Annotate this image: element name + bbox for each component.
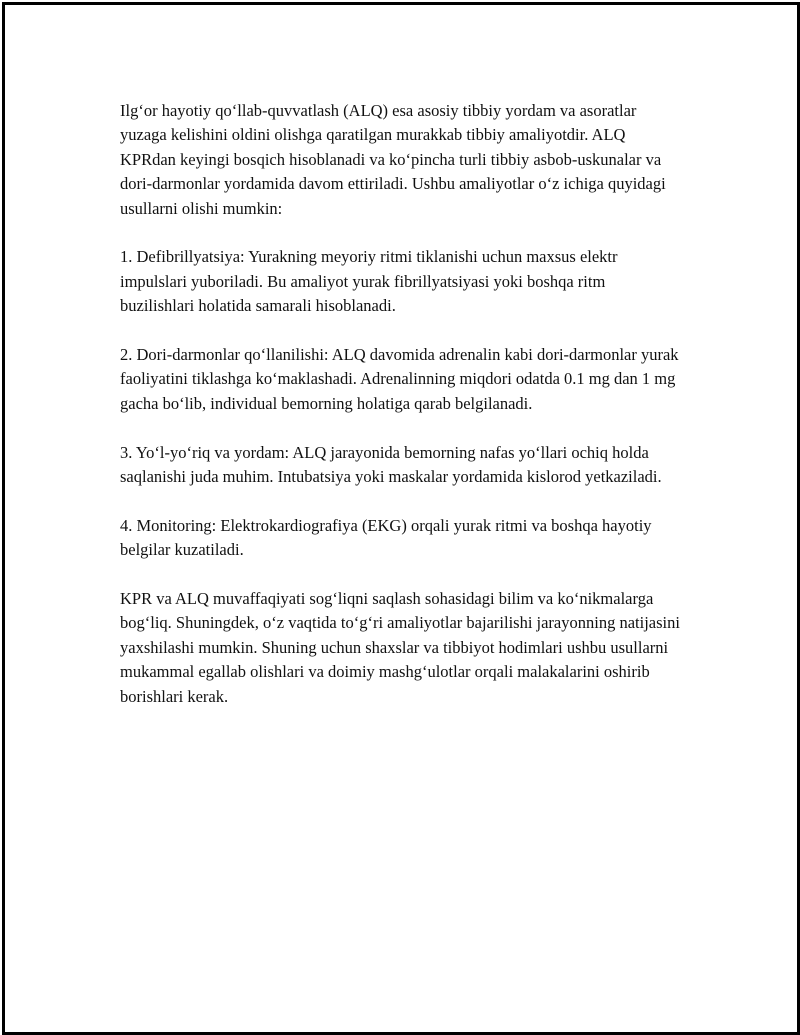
page-frame — [2, 2, 800, 1035]
list-item-monitoring: 4. Monitoring: Elektrokardiografiya (EKG) orqali yurak ritmi va boshqa hayotiy belgilar kuzatiladi. — [120, 515, 652, 560]
document-body — [120, 99, 680, 733]
list-item-airway: 3. Yo‘l-yo‘riq va yordam: ALQ jarayonida bemorning nafas yo‘llari ochiq holda saqlanishi juda muhim. Intubatsiya yoki maskalar yordamida kislorod yetkaziladi. — [120, 442, 662, 487]
list-item-defibrillation: 1. Defibrillyatsiya: Yurakning meyoriy ritmi tiklanishi uchun maxsus elektr impulslari yuboriladi. Bu amaliyot yurak fibrillyatsiyasi yoki boshqa ritm buzilishlari holatida samarali hisoblanadi. — [120, 247, 618, 316]
list-item-medications: 2. Dori-darmonlar qo‘llanilishi: ALQ davomida adrenalin kabi dori-darmonlar yurak faoliyatini tiklashga ko‘maklashadi. Adrenalinning miqdori odatda 0.1 mg dan 1 mg gacha bo‘lib, individual bemorning holatiga qarab belgilanadi. — [120, 345, 679, 413]
intro-paragraph: Ilg‘or hayotiy qo‘llab-quvvatlash (ALQ) esa asosiy tibbiy yordam va asoratlar yuzaga kelishini oldini olishga qaratilgan murakkab tibbiy amaliyotdir. ALQ KPRdan keyingi bosqich hisoblanadi va ko‘pincha turli tibbiy asbob-uskunalar va dori-darmonlar yordamida davom ettiriladi. Ushbu amaliyotlar o‘z ichiga quyidagi usullarni olishi mumkin: — [120, 101, 666, 218]
conclusion-paragraph: KPR va ALQ muvaffaqiyati sog‘liqni saqlash sohasidagi bilim va ko‘nikmalarga bog‘liq. Shuningdek, o‘z vaqtida to‘g‘ri amaliyotlar bajarilishi jarayonning natijasini yaxshilashi mumkin. Shuning uchun shaxslar va tibbiyot hodimlari ushbu usullarni mukammal egallab olishlari va doimiy mashg‘ulotlar orqali malakalarini oshirib borishlari kerak. — [120, 589, 680, 706]
